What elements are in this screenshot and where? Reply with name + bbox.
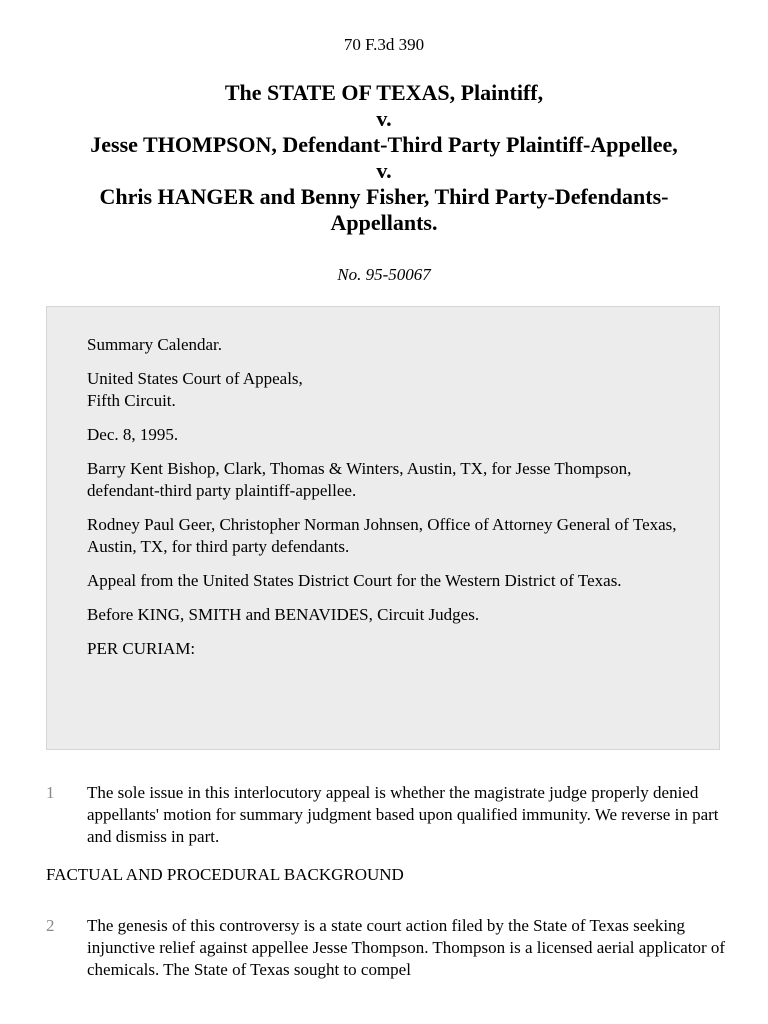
case-caption [20, 80, 748, 236]
paragraph-text: The genesis of this controversy is a state court action filed by the State of Texas seeking injunctive relief against appellee Jesse Thompson. Thompson is a licensed aerial applicator of chemicals. The State of Texas sought to compel [87, 916, 726, 979]
section-heading: FACTUAL AND PROCEDURAL BACKGROUND [46, 865, 404, 884]
caption-versus-2: v. [376, 158, 392, 183]
court-name [87, 368, 679, 412]
caption-appellants: Appellants. [330, 210, 438, 235]
docket-number: No. 95-50067 [337, 265, 431, 284]
caption-defendant: Jesse THOMPSON, Defendant-Third Party Plaintiff-Appellee, [90, 132, 678, 157]
paragraph-1 [46, 782, 726, 848]
paragraph-2 [46, 915, 726, 981]
per-curiam: PER CURIAM: [87, 639, 196, 658]
caption-third-party-defendants: Chris HANGER and Benny Fisher, Third Party-Defendants- [99, 184, 669, 209]
decision-date: Dec. 8, 1995. [87, 425, 179, 444]
caption-versus-1: v. [376, 106, 392, 131]
counsel-appellee: Barry Kent Bishop, Clark, Thomas & Winters, Austin, TX, for Jesse Thompson, defendant-third party plaintiff-appellee. [87, 459, 632, 500]
court-name-line1: United States Court of Appeals, [87, 369, 303, 388]
counsel-appellants: Rodney Paul Geer, Christopher Norman Johnsen, Office of Attorney General of Texas, Austin, TX, for third party defendants. [87, 515, 677, 556]
paragraph-number: 2 [46, 916, 55, 935]
calendar-line: Summary Calendar. [87, 335, 223, 354]
judges-panel: Before KING, SMITH and BENAVIDES, Circuit Judges. [87, 605, 480, 624]
case-citation: 70 F.3d 390 [343, 35, 425, 54]
caption-plaintiff: The STATE OF TEXAS, Plaintiff, [224, 80, 544, 105]
court-name-line2: Fifth Circuit. [87, 391, 176, 410]
prelims-box [46, 306, 720, 750]
paragraph-text: The sole issue in this interlocutory appeal is whether the magistrate judge properly denied appellants' motion for summary judgment based upon qualified immunity. We reverse in part and dismiss in part. [87, 783, 719, 846]
appeal-origin: Appeal from the United States District Court for the Western District of Texas. [87, 571, 622, 590]
paragraph-number: 1 [46, 783, 55, 802]
